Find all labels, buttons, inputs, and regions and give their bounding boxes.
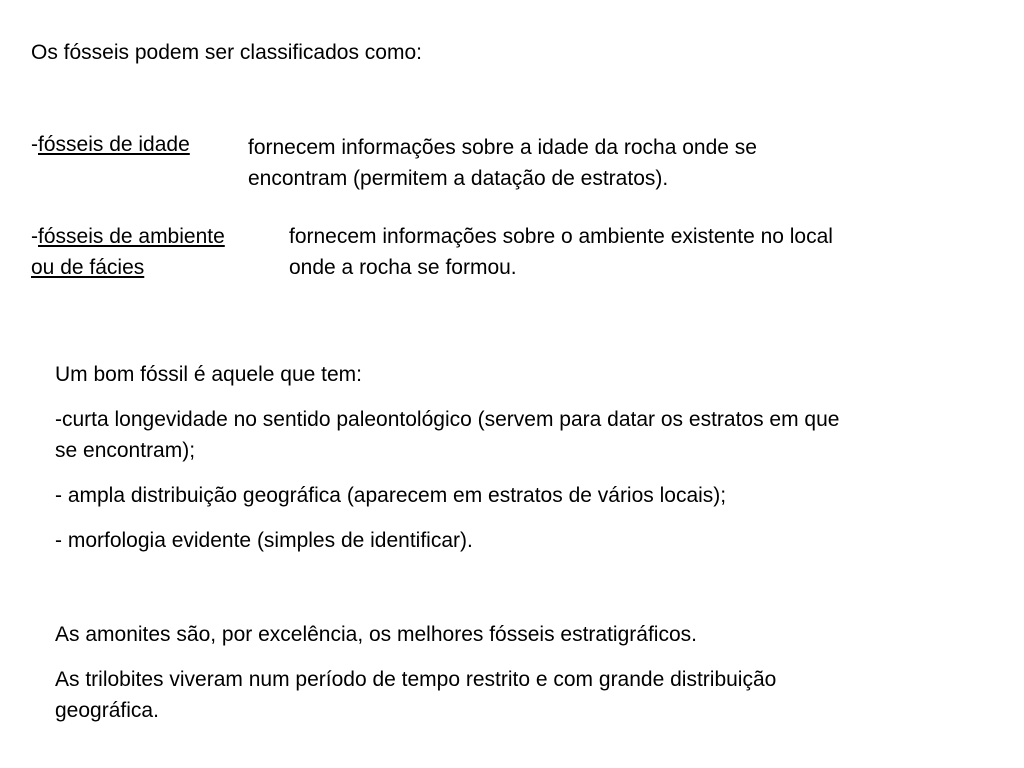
category-term-label: fósseis de idade: [38, 133, 190, 156]
good-fossil-intro: Um bom fóssil é aquele que tem:: [55, 363, 362, 386]
example-paragraph: [55, 664, 1024, 726]
example-paragraph: [55, 619, 1024, 650]
description-line: fornecem informações sobre a idade da rocha onde se: [248, 136, 757, 159]
good-fossil-item-line: - ampla distribuição geográfica (aparecem em estratos de vários locais);: [55, 484, 727, 507]
description-line: encontram (permitem a datação de estratos).: [248, 167, 669, 190]
category-term-label-cont: ou de fácies: [31, 256, 145, 279]
good-fossil-item-line: -curta longevidade no sentido paleontológico (servem para datar os estratos em que: [55, 408, 840, 431]
category-dash: -: [31, 133, 38, 156]
good-fossil-item: [55, 404, 1024, 466]
category-term-age: [31, 129, 190, 160]
description-line: onde a rocha se formou.: [289, 256, 517, 279]
category-description-environment: [289, 221, 1019, 283]
example-line: As amonites são, por excelência, os melhores fósseis estratigráficos.: [55, 623, 697, 646]
good-fossil-item-line: - morfologia evidente (simples de identificar).: [55, 529, 473, 552]
examples-section: [55, 619, 1024, 726]
example-line: As trilobites viveram num período de tempo restrito e com grande distribuição: [55, 668, 777, 691]
description-line: fornecem informações sobre o ambiente existente no local: [289, 225, 833, 248]
example-line: geográfica.: [55, 699, 159, 722]
slide-heading: Os fósseis podem ser classificados como:: [31, 41, 422, 64]
category-term-label: fósseis de ambiente: [38, 225, 225, 248]
good-fossil-item-line: se encontram);: [55, 439, 196, 462]
category-description-age: [248, 132, 988, 194]
category-term-environment: [31, 221, 225, 283]
category-dash: -: [31, 225, 38, 248]
good-fossil-item: [55, 525, 1024, 556]
good-fossil-section: [55, 359, 1024, 556]
good-fossil-item: [55, 480, 1024, 511]
